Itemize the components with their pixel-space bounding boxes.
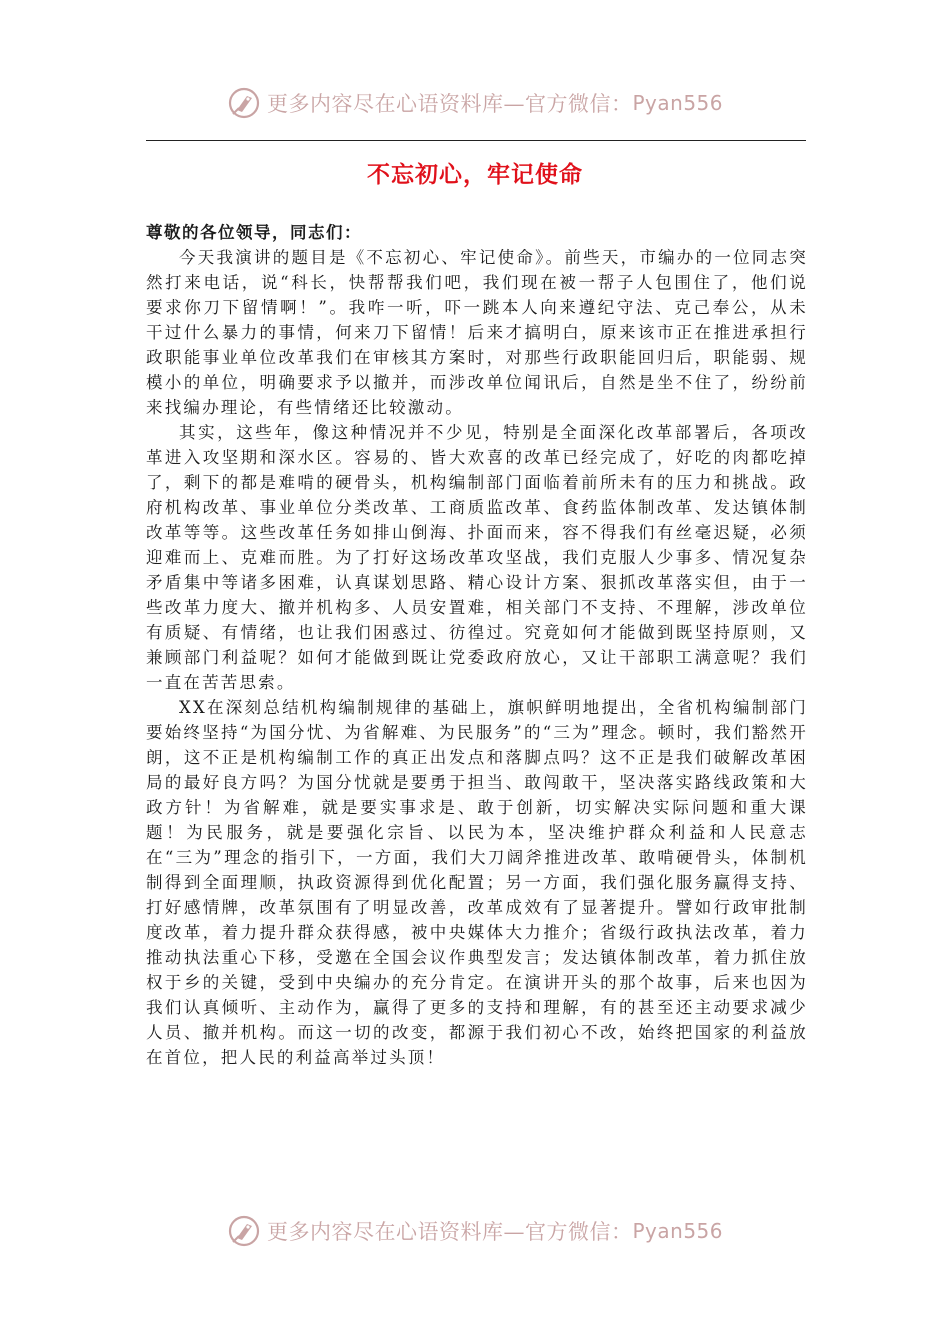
- paragraph-3: XX在深刻总结机构编制规律的基础上，旗帜鲜明地提出，全省机构编制部门要始终坚持“为国分忧、为省解难、为民服务”的“三为”理念。顿时，我们豁然开朗，这不正是机构编制工作的真正出发点和落脚点吗？这不正是我们破解改革困局的最好良方吗？为国分忧就是要勇于担当、敢闯敢干，坚决落实路线政策和大政方针！为省解难，就是要实事求是、敢于创新，切实解决实际问题和重大课题！为民服务，就是要强化宗旨、以民为本，坚决维护群众利益和人民意志在“三为”理念的指引下，一方面，我们大刀阔斧推进改革、敢啃硬骨头，体制机制得到全面理顺，执政资源得到优化配置；另一方面，我们强化服务赢得支持、打好感情牌，改革氛围有了明显改善，改革成效有了显著提升。譬如行政审批制度改革，着力提升群众获得感，被中央媒体大力推介；省级行政执法改革，着力推动执法重心下移，受邀在全国会议作典型发言；发达镇体制改革，着力抓住放权于乡的关键，受到中央编办的充分肯定。在演讲开头的那个故事，后来也因为我们认真倾听、主动作为，赢得了更多的支持和理解，有的甚至还主动要求减少人员、撤并机构。而这一切的改变，都源于我们初心不改，始终把国家的利益放在首位，把人民的利益高举过头顶！: [146, 698, 808, 1067]
- watermark-wechat-id: Pyan556: [632, 1219, 723, 1243]
- salutation: 尊敬的各位领导，同志们：: [146, 223, 362, 242]
- document-title: 不忘初心，牢记使命: [367, 162, 583, 188]
- header-watermark: [0, 86, 950, 120]
- pen-nib-logo-icon: [227, 86, 261, 120]
- watermark-text: 更多内容尽在心语资料库—官方微信：: [266, 92, 633, 116]
- pen-nib-logo-icon: [227, 1214, 261, 1248]
- watermark-wechat-id: Pyan556: [632, 91, 723, 115]
- header-divider: [146, 140, 806, 141]
- paragraph-1: 今天我演讲的题目是《不忘初心、牢记使命》。前些天，市编办的一位同志突然打来电话，说“科长，快帮帮我们吧，我们现在被一帮子人包围住了，他们说要求你刀下留情啊！”。我咋一听，吓一跳本人向来遵纪守法、克己奉公，从未干过什么暴力的事情，何来刀下留情！后来才搞明白，原来该市正在推进承担行政职能事业单位改革我们在审核其方案时，对那些行政职能回归后，职能弱、规模小的单位，明确要求予以撤并，而涉改单位闻讯后，自然是坐不住了，纷纷前来找编办理论，有些情绪还比较激动。: [146, 248, 808, 417]
- watermark-text: 更多内容尽在心语资料库—官方微信：: [266, 1220, 633, 1244]
- paragraph-2: 其实，这些年，像这种情况并不少见，特别是全面深化改革部署后，各项改革进入攻坚期和深水区。容易的、皆大欢喜的改革已经完成了，好吃的肉都吃掉了，剩下的都是难啃的硬骨头，机构编制部门面临着前所未有的压力和挑战。政府机构改革、事业单位分类改革、工商质监改革、食药监体制改革、发达镇体制改革等等。这些改革任务如排山倒海、扑面而来，容不得我们有丝毫迟疑，必须迎难而上、克难而胜。为了打好这场改革攻坚战，我们克服人少事多、情况复杂矛盾集中等诸多困难，认真谋划思路、精心设计方案、狠抓改革落实但，由于一些改革力度大、撤并机构多、人员安置难，相关部门不支持、不理解，涉改单位有质疑、有情绪，也让我们困惑过、彷徨过。究竟如何才能做到既坚持原则，又兼顾部门利益呢？如何才能做到既让党委政府放心，又让干部职工满意呢？我们一直在苦苦思索。: [146, 423, 808, 692]
- footer-watermark: [0, 1214, 950, 1248]
- document-body: [146, 220, 808, 1070]
